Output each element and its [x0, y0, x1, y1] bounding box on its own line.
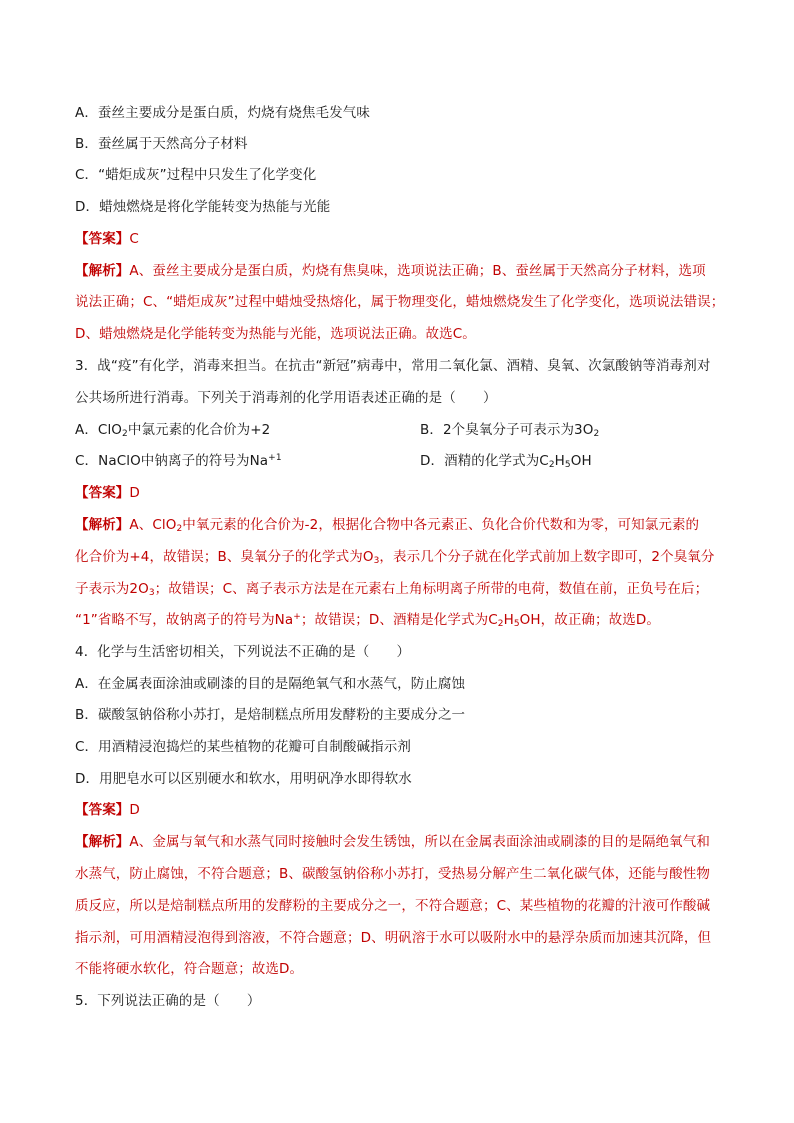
text: H	[554, 453, 565, 469]
text: A、ClO	[129, 517, 177, 533]
q4-analysis-line-5: 不能将硬水软化，符合题意；故选D。	[75, 961, 304, 977]
answer-tag: 【答案】	[75, 802, 130, 818]
q3-analysis-line-3	[75, 580, 708, 598]
q4-stem: 4．化学与生活密切相关，下列说法不正确的是（ ）	[75, 644, 411, 660]
subscript: 2	[548, 460, 555, 470]
text: C．NaClO中钠离子的符号为Na	[75, 453, 269, 469]
q3-options-row-2	[75, 452, 592, 470]
q3-option-d	[420, 452, 592, 470]
analysis-text: A、蚕丝主要成分是蛋白质，灼烧有焦臭味，选项说法正确；B、蚕丝属于天然高分子材料，选项	[129, 263, 706, 279]
analysis-text	[129, 517, 699, 533]
text: B．2个臭氧分子可表示为3O	[420, 422, 594, 438]
subscript: 2	[122, 429, 128, 439]
analysis-tag: 【解析】	[75, 263, 130, 279]
q2-analysis-line-2: 说法正确；C、“蜡炬成灰”过程中蜡烛受热熔化，属于物理变化，蜡烛燃烧发生了化学变化，选项说法错误；	[75, 294, 725, 310]
subscript: 5	[513, 619, 520, 629]
answer-value: D	[129, 802, 140, 818]
q5-stem: 5．下列说法正确的是（ ）	[75, 993, 261, 1009]
text: 中氧元素的化合价为-2，根据化合物中各元素正、负化合价代数和为零，可知氯元素的	[182, 517, 700, 533]
q3-stem-line-2: 公共场所进行消毒。下列关于消毒剂的化学用语表述正确的是（ ）	[75, 390, 497, 406]
superscript: +	[293, 612, 301, 622]
text: A．ClO	[75, 422, 123, 438]
q3-option-a	[75, 422, 270, 438]
text: “1”省略不写，故钠离子的符号为Na	[75, 612, 294, 628]
subscript: 5	[564, 460, 571, 470]
q4-option-d: D．用肥皂水可以区别硬水和软水，用明矾净水即得软水	[75, 771, 412, 787]
text: ，表示几个分子就在化学式前加上数字即可，2个臭氧分	[379, 549, 715, 565]
text: OH，故正确；故选D。	[519, 612, 660, 628]
q4-analysis-line-1	[75, 833, 710, 851]
answer-tag: 【答案】	[75, 485, 130, 501]
text: ；故错误；D、酒精是化学式为C	[300, 612, 498, 628]
subscript: 3	[373, 556, 380, 566]
q4-analysis-line-4: 指示剂，可用酒精浸泡得到溶液，不符合题意；D、明矾溶于水可以吸附水中的悬浮杂质而加速其沉降，但	[75, 930, 712, 946]
q3-analysis-line-2	[75, 548, 715, 566]
q3-analysis-line-4	[75, 611, 660, 629]
q2-option-a: A．蚕丝主要成分是蛋白质，灼烧有烧焦毛发气味	[75, 105, 370, 121]
q3-options-row-1	[75, 421, 600, 439]
text: 中氯元素的化合价为+2	[127, 422, 271, 438]
subscript: 2	[497, 619, 504, 629]
superscript: +1	[268, 453, 282, 463]
q2-option-b: B．蚕丝属于天然高分子材料	[75, 136, 248, 152]
analysis-tag: 【解析】	[75, 834, 130, 850]
subscript: 2	[593, 429, 600, 439]
q4-analysis-line-2: 水蒸气，防止腐蚀，不符合题意；B、碳酸氢钠俗称小苏打，受热易分解产生二氧化碳气体，还能与酸性物	[75, 866, 710, 882]
subscript: 2	[176, 524, 183, 534]
subscript: 3	[148, 588, 155, 598]
analysis-text: A、金属与氧气和水蒸气同时接触时会发生锈蚀，所以在金属表面涂油或刷漆的目的是隔绝氧气和	[129, 834, 710, 850]
answer-tag: 【答案】	[75, 231, 130, 247]
q3-stem-line-1: 3．战“疫”有化学，消毒来担当。在抗击“新冠”病毒中，常用二氧化氯、酒精、臭氧、次氯酸钠等消毒剂对	[75, 358, 711, 374]
q3-answer	[75, 484, 140, 502]
q4-option-a: A．在金属表面涂油或刷漆的目的是隔绝氧气和水蒸气，防止腐蚀	[75, 676, 466, 692]
answer-value: C	[129, 231, 139, 247]
q3-option-c	[75, 453, 282, 469]
q2-option-c: C．“蜡炬成灰”过程中只发生了化学变化	[75, 167, 317, 183]
text: H	[503, 612, 514, 628]
text: OH	[570, 453, 592, 469]
text: ；故错误；C、离子表示方法是在元素右上角标明离子所带的电荷，数值在前，正负号在后；	[154, 581, 709, 597]
q2-answer	[75, 230, 139, 248]
q4-answer	[75, 801, 140, 819]
q3-option-b	[420, 421, 599, 439]
q4-analysis-line-3: 质反应，所以是焙制糕点所用的发酵粉的主要成分之一，不符合题意；C、某些植物的花瓣的汁液可作酸碱	[75, 898, 711, 914]
q2-analysis-line-1	[75, 262, 706, 280]
q4-option-b: B．碳酸氢钠俗称小苏打，是焙制糕点所用发酵粉的主要成分之一	[75, 707, 466, 723]
analysis-tag: 【解析】	[75, 517, 130, 533]
q3-analysis-line-1	[75, 516, 699, 534]
q4-option-c: C．用酒精浸泡捣烂的某些植物的花瓣可自制酸碱指示剂	[75, 739, 411, 755]
text: D．酒精的化学式为C	[420, 453, 549, 469]
q2-analysis-line-3: D、蜡烛燃烧是化学能转变为热能与光能，选项说法正确。故选C。	[75, 326, 476, 342]
q2-option-d: D．蜡烛燃烧是将化学能转变为热能与光能	[75, 199, 331, 215]
text: 化合价为+4，故错误；B、臭氧分子的化学式为O	[75, 549, 374, 565]
text: 子表示为2O	[75, 581, 149, 597]
answer-value: D	[129, 485, 140, 501]
